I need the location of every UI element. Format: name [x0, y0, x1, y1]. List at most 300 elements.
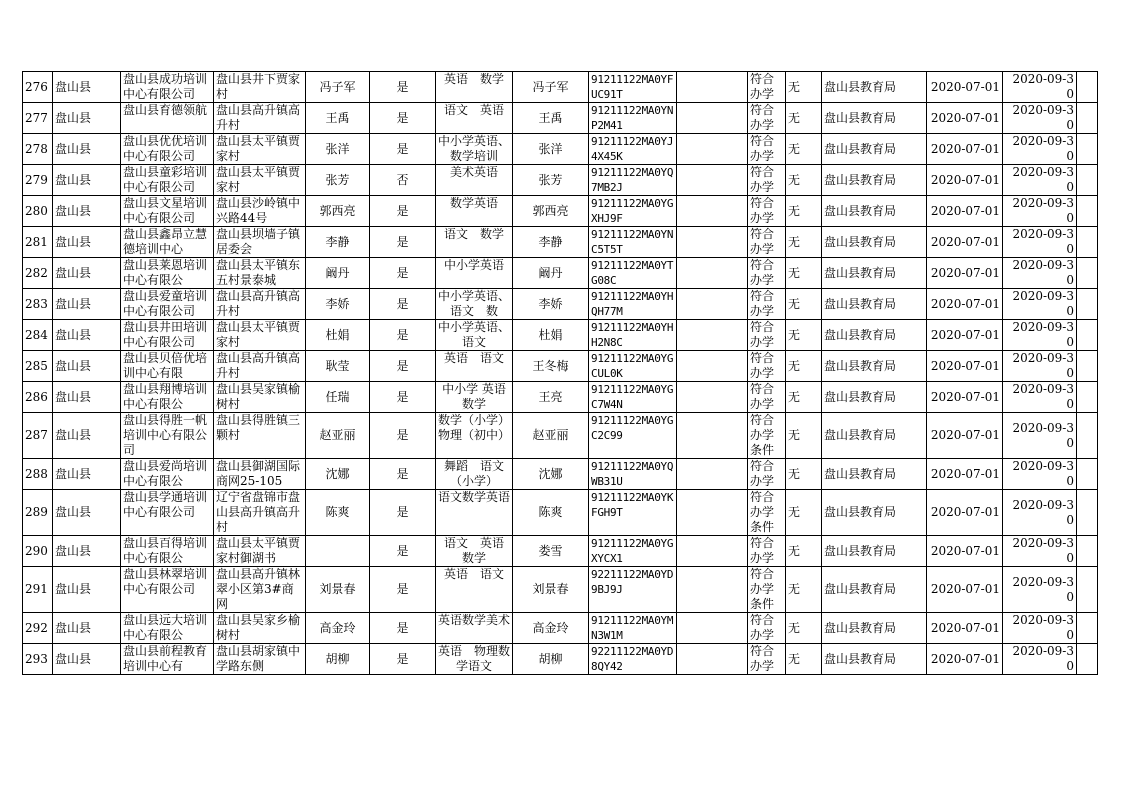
- principal-cell-text: 杜娟: [538, 327, 563, 342]
- department-cell-text: 盘山县教育局: [824, 110, 897, 125]
- subjects-cell: [436, 413, 513, 459]
- address-cell: [214, 196, 306, 227]
- credit-code-cell: [589, 289, 677, 320]
- principal-cell: [513, 567, 589, 613]
- condition-cell-text: 符合办学: [750, 165, 775, 194]
- county-cell-text: 盘山县: [55, 651, 92, 666]
- yes-no-cell: [370, 320, 436, 351]
- principal-cell: [513, 165, 589, 196]
- legal-person-cell: [306, 567, 370, 613]
- row-number-text: 284: [25, 327, 48, 342]
- subjects-cell-text: 语文数学英语: [438, 490, 511, 504]
- yes-no-cell: [370, 196, 436, 227]
- row-number-text: 279: [25, 172, 48, 187]
- table-row: [23, 413, 1098, 459]
- yes-no-cell: [370, 644, 436, 675]
- yes-no-cell-text: 是: [396, 358, 409, 373]
- yes-no-cell-text: 是: [396, 79, 409, 94]
- institution-name-cell: [121, 413, 214, 459]
- credit-code-cell-text: 91211122MA0YHH2N8C: [591, 321, 674, 349]
- trailing-blank-cell-empty: [1079, 227, 1095, 257]
- principal-cell-text: 陈爽: [538, 505, 563, 519]
- county-cell-text: 盘山县: [55, 110, 92, 125]
- address-cell: [214, 490, 306, 536]
- credit-code-cell: [589, 103, 677, 134]
- table-row: [23, 103, 1098, 134]
- legal-person-cell: [306, 289, 370, 320]
- legal-person-cell-text: 张洋: [325, 141, 350, 156]
- principal-cell-text: 胡柳: [538, 651, 563, 666]
- blank-cell-empty: [679, 644, 745, 674]
- condition-cell: [748, 351, 786, 382]
- subjects-cell: [436, 134, 513, 165]
- credit-code-cell: [589, 613, 677, 644]
- condition-cell: [748, 382, 786, 413]
- subjects-cell-text: 语文 英语: [443, 103, 504, 117]
- start-date-cell-text: 2020-07-01: [930, 172, 1000, 187]
- blank-cell: [677, 134, 748, 165]
- table-row: [23, 567, 1098, 613]
- trailing-blank-cell: [1077, 490, 1098, 536]
- trailing-blank-cell-empty: [1079, 320, 1095, 350]
- department-cell-text: 盘山县教育局: [824, 203, 897, 218]
- principal-cell: [513, 258, 589, 289]
- start-date-cell-text: 2020-07-01: [930, 651, 1000, 666]
- subjects-cell: [436, 289, 513, 320]
- credit-code-cell-text: 91211122MA0YNC5T5T: [591, 228, 674, 256]
- institution-name-cell: [121, 536, 214, 567]
- violation-cell-text: 无: [788, 172, 801, 187]
- violation-cell-text: 无: [788, 620, 801, 635]
- trailing-blank-cell: [1077, 459, 1098, 490]
- credit-code-cell-text: 91211122MA0YMN3W1M: [591, 614, 674, 642]
- subjects-cell: [436, 567, 513, 613]
- address-cell-text: 盘山县太平镇贾家村: [216, 134, 301, 163]
- yes-no-cell: [370, 567, 436, 613]
- end-date-cell: [1003, 351, 1077, 382]
- credit-code-cell-text: 91211122MA0YGC2C99: [591, 414, 674, 442]
- legal-person-cell: [306, 490, 370, 536]
- county-cell: [53, 413, 121, 459]
- subjects-cell-text: 舞蹈 语文（小学）: [443, 459, 504, 488]
- subjects-cell: [436, 103, 513, 134]
- institution-name-cell: [121, 227, 214, 258]
- credit-code-cell: [589, 258, 677, 289]
- start-date-cell: [927, 289, 1003, 320]
- principal-cell-text: 张芳: [538, 172, 563, 187]
- violation-cell-text: 无: [788, 110, 801, 125]
- row-number-text: 276: [25, 79, 48, 94]
- trailing-blank-cell-empty: [1079, 459, 1095, 489]
- credit-code-cell-text: 91211122MA0YKFGH9T: [591, 491, 674, 519]
- legal-person-cell: [306, 258, 370, 289]
- row-number: [23, 289, 53, 320]
- row-number: [23, 165, 53, 196]
- end-date-cell: [1003, 490, 1077, 536]
- yes-no-cell: [370, 289, 436, 320]
- principal-cell-text: 李娇: [538, 296, 563, 311]
- violation-cell: [786, 536, 822, 567]
- department-cell-text: 盘山县教育局: [824, 265, 897, 280]
- subjects-cell-text: 英语 数学: [443, 72, 504, 86]
- condition-cell: [748, 644, 786, 675]
- subjects-cell-text: 英语 物理数学语文: [438, 644, 511, 673]
- institution-name-cell: [121, 351, 214, 382]
- yes-no-cell-text: 是: [396, 265, 409, 280]
- credit-code-cell-text: 91211122MA0YNP2M41: [591, 104, 674, 132]
- legal-person-cell: [306, 644, 370, 675]
- principal-cell: [513, 320, 589, 351]
- subjects-cell-text: 语文 数学: [443, 227, 504, 241]
- row-number: [23, 227, 53, 258]
- institution-name-cell: [121, 103, 214, 134]
- violation-cell: [786, 320, 822, 351]
- credit-code-cell: [589, 536, 677, 567]
- yes-no-cell-text: 是: [396, 234, 409, 249]
- address-cell: [214, 644, 306, 675]
- violation-cell: [786, 134, 822, 165]
- department-cell-text: 盘山县教育局: [824, 172, 897, 187]
- county-cell-text: 盘山县: [55, 358, 92, 373]
- table-row: [23, 134, 1098, 165]
- violation-cell: [786, 613, 822, 644]
- row-number-text: 293: [25, 651, 48, 666]
- department-cell-text: 盘山县教育局: [824, 466, 897, 481]
- county-cell: [53, 258, 121, 289]
- row-number: [23, 459, 53, 490]
- condition-cell: [748, 613, 786, 644]
- trailing-blank-cell: [1077, 613, 1098, 644]
- yes-no-cell: [370, 103, 436, 134]
- address-cell: [214, 536, 306, 567]
- subjects-cell-text: 数学英语: [449, 196, 498, 210]
- blank-cell-empty: [679, 227, 745, 257]
- row-number-text: 288: [25, 466, 48, 481]
- institution-name-cell-text: 盘山县成功培训中心有限公司: [123, 72, 208, 101]
- trailing-blank-cell-empty: [1079, 289, 1095, 319]
- address-cell-text: 盘山县高升镇高升村: [216, 351, 301, 380]
- address-cell-text: 盘山县胡家镇中学路东侧: [216, 644, 301, 673]
- trailing-blank-cell-empty: [1079, 644, 1095, 674]
- county-cell: [53, 536, 121, 567]
- subjects-cell: [436, 196, 513, 227]
- county-cell: [53, 165, 121, 196]
- blank-cell-empty: [679, 103, 745, 133]
- trailing-blank-cell: [1077, 567, 1098, 613]
- row-number: [23, 320, 53, 351]
- institution-name-cell-text: 盘山县鑫昂立慧德培训中心: [123, 227, 208, 256]
- institution-name-cell-text: 盘山县得胜一帆培训中心有限公司: [123, 413, 208, 457]
- trailing-blank-cell-empty: [1079, 258, 1095, 288]
- department-cell-text: 盘山县教育局: [824, 582, 897, 596]
- principal-cell-text: 冯子军: [532, 79, 569, 94]
- trailing-blank-cell-empty: [1079, 490, 1095, 535]
- blank-cell: [677, 103, 748, 134]
- end-date-cell-text: 2020-09-30: [1012, 459, 1074, 488]
- principal-cell-text: 刘景春: [532, 582, 569, 596]
- credit-code-cell: [589, 134, 677, 165]
- institution-name-cell-text: 盘山县林翠培训中心有限公司: [123, 567, 208, 596]
- legal-person-cell: [306, 351, 370, 382]
- start-date-cell: [927, 351, 1003, 382]
- start-date-cell: [927, 613, 1003, 644]
- row-number-text: 286: [25, 389, 48, 404]
- legal-person-cell-text: 刘景春: [319, 582, 356, 596]
- row-number: [23, 382, 53, 413]
- department-cell-text: 盘山县教育局: [824, 620, 897, 635]
- department-cell: [822, 567, 927, 613]
- violation-cell-text: 无: [788, 79, 801, 94]
- principal-cell: [513, 644, 589, 675]
- principal-cell-text: 赵亚丽: [532, 428, 569, 442]
- condition-cell: [748, 567, 786, 613]
- trailing-blank-cell: [1077, 227, 1098, 258]
- subjects-cell: [436, 227, 513, 258]
- table-body: [23, 72, 1098, 675]
- blank-cell-empty: [679, 289, 745, 319]
- address-cell: [214, 413, 306, 459]
- county-cell: [53, 196, 121, 227]
- credit-code-cell-text: 92211122MA0YD9BJ9J: [591, 568, 674, 596]
- institution-name-cell: [121, 644, 214, 675]
- institution-name-cell: [121, 320, 214, 351]
- violation-cell-text: 无: [788, 466, 801, 481]
- blank-cell: [677, 72, 748, 103]
- institution-name-cell-text: 盘山县爱童培训中心有限公司: [123, 289, 208, 318]
- department-cell-text: 盘山县教育局: [824, 651, 897, 666]
- end-date-cell: [1003, 289, 1077, 320]
- yes-no-cell-text: 是: [396, 582, 409, 596]
- start-date-cell: [927, 413, 1003, 459]
- department-cell-text: 盘山县教育局: [824, 141, 897, 156]
- end-date-cell-text: 2020-09-30: [1012, 382, 1074, 411]
- legal-person-cell-text: 郭西亮: [319, 203, 356, 218]
- legal-person-cell: [306, 72, 370, 103]
- condition-cell-text: 符合办学: [750, 351, 775, 380]
- address-cell: [214, 613, 306, 644]
- condition-cell-text: 符合办学: [750, 227, 775, 256]
- institution-name-cell: [121, 165, 214, 196]
- county-cell: [53, 320, 121, 351]
- yes-no-cell: [370, 459, 436, 490]
- county-cell-text: 盘山县: [55, 141, 92, 156]
- institution-name-cell-text: 盘山县贝倍优培训中心有限: [123, 351, 208, 380]
- address-cell-text: 盘山县沙岭镇中兴路44号: [216, 196, 301, 225]
- start-date-cell-text: 2020-07-01: [930, 327, 1000, 342]
- yes-no-cell-text: 是: [396, 327, 409, 342]
- start-date-cell-text: 2020-07-01: [930, 358, 1000, 373]
- end-date-cell-text: 2020-09-30: [1012, 420, 1074, 450]
- yes-no-cell: [370, 613, 436, 644]
- institution-name-cell-text: 盘山县文星培训中心有限公司: [123, 196, 208, 225]
- trailing-blank-cell: [1077, 72, 1098, 103]
- blank-cell: [677, 351, 748, 382]
- trailing-blank-cell: [1077, 320, 1098, 351]
- principal-cell-text: 娄雪: [538, 543, 563, 558]
- end-date-cell-text: 2020-09-30: [1012, 258, 1074, 287]
- table-row: [23, 320, 1098, 351]
- violation-cell: [786, 459, 822, 490]
- end-date-cell-text: 2020-09-30: [1012, 134, 1074, 163]
- start-date-cell-text: 2020-07-01: [930, 79, 1000, 94]
- blank-cell-empty: [679, 567, 745, 612]
- department-cell: [822, 413, 927, 459]
- registration-table-sheet: [22, 71, 1098, 675]
- subjects-cell: [436, 490, 513, 536]
- institution-name-cell: [121, 567, 214, 613]
- row-number-text: 285: [25, 358, 48, 373]
- condition-cell: [748, 196, 786, 227]
- row-number-text: 281: [25, 234, 48, 249]
- principal-cell-text: 王冬梅: [532, 358, 569, 373]
- row-number: [23, 536, 53, 567]
- address-cell: [214, 382, 306, 413]
- condition-cell-text: 符合办学: [750, 196, 775, 225]
- department-cell: [822, 613, 927, 644]
- address-cell: [214, 459, 306, 490]
- end-date-cell-text: 2020-09-30: [1012, 72, 1074, 101]
- trailing-blank-cell-empty: [1079, 165, 1095, 195]
- violation-cell: [786, 227, 822, 258]
- credit-code-cell: [589, 459, 677, 490]
- institution-name-cell-text: 盘山县爱尚培训中心有限公: [123, 459, 208, 488]
- principal-cell: [513, 613, 589, 644]
- address-cell-text: 盘山县高升镇高升村: [216, 103, 301, 132]
- credit-code-cell-text: 92211122MA0YD8QY42: [591, 645, 674, 673]
- table-row: [23, 536, 1098, 567]
- subjects-cell: [436, 613, 513, 644]
- end-date-cell: [1003, 459, 1077, 490]
- blank-cell: [677, 320, 748, 351]
- legal-person-cell: [306, 165, 370, 196]
- address-cell-text: 盘山县吴家乡榆树村: [216, 613, 301, 642]
- subjects-cell: [436, 320, 513, 351]
- credit-code-cell-text: 91211122MA0YGC7W4N: [591, 383, 674, 411]
- yes-no-cell-text: 是: [396, 651, 409, 666]
- legal-person-cell-text: 赵亚丽: [319, 428, 356, 442]
- yes-no-cell: [370, 227, 436, 258]
- address-cell: [214, 103, 306, 134]
- address-cell-text: 盘山县太平镇贾家村: [216, 165, 301, 194]
- address-cell-text: 盘山县高升镇林翠小区第3#商网: [216, 567, 301, 611]
- credit-code-cell: [589, 196, 677, 227]
- row-number: [23, 644, 53, 675]
- start-date-cell-text: 2020-07-01: [930, 203, 1000, 218]
- address-cell: [214, 258, 306, 289]
- subjects-cell: [436, 351, 513, 382]
- end-date-cell-text: 2020-09-30: [1012, 227, 1074, 256]
- legal-person-cell-text: 杜娟: [325, 327, 350, 342]
- start-date-cell: [927, 320, 1003, 351]
- end-date-cell: [1003, 413, 1077, 459]
- department-cell-text: 盘山县教育局: [824, 428, 897, 442]
- condition-cell: [748, 134, 786, 165]
- county-cell-text: 盘山县: [55, 172, 92, 187]
- address-cell-text: 盘山县太平镇贾家村: [216, 320, 301, 349]
- principal-cell-text: 张洋: [538, 141, 563, 156]
- legal-person-cell: [306, 134, 370, 165]
- trailing-blank-cell: [1077, 103, 1098, 134]
- row-number: [23, 413, 53, 459]
- table-row: [23, 196, 1098, 227]
- start-date-cell-text: 2020-07-01: [930, 141, 1000, 156]
- table-row: [23, 227, 1098, 258]
- subjects-cell-text: 英语数学美术: [438, 613, 511, 627]
- start-date-cell: [927, 165, 1003, 196]
- principal-cell-text: 高金玲: [532, 620, 569, 635]
- row-number: [23, 134, 53, 165]
- trailing-blank-cell: [1077, 351, 1098, 382]
- subjects-cell-text: 中小学英语、语文: [438, 320, 511, 349]
- principal-cell-text: 李静: [538, 234, 563, 249]
- address-cell-text: 盘山县吴家镇榆树村: [216, 382, 301, 411]
- training-institutions-table: [22, 71, 1098, 675]
- row-number-text: 289: [25, 505, 48, 519]
- county-cell-text: 盘山县: [55, 234, 92, 249]
- department-cell: [822, 536, 927, 567]
- principal-cell: [513, 289, 589, 320]
- yes-no-cell: [370, 382, 436, 413]
- principal-cell: [513, 382, 589, 413]
- county-cell: [53, 72, 121, 103]
- county-cell-text: 盘山县: [55, 582, 92, 596]
- row-number-text: 278: [25, 141, 48, 156]
- address-cell: [214, 567, 306, 613]
- trailing-blank-cell: [1077, 536, 1098, 567]
- end-date-cell-text: 2020-09-30: [1012, 613, 1074, 642]
- credit-code-cell-text: 91211122MA0YJ4X45K: [591, 135, 674, 163]
- condition-cell-text: 符合办学: [750, 72, 775, 101]
- institution-name-cell: [121, 613, 214, 644]
- start-date-cell-text: 2020-07-01: [930, 428, 1000, 442]
- yes-no-cell: [370, 165, 436, 196]
- start-date-cell: [927, 134, 1003, 165]
- table-row: [23, 644, 1098, 675]
- blank-cell: [677, 644, 748, 675]
- department-cell-text: 盘山县教育局: [824, 327, 897, 342]
- condition-cell: [748, 413, 786, 459]
- trailing-blank-cell: [1077, 382, 1098, 413]
- condition-cell: [748, 72, 786, 103]
- county-cell: [53, 459, 121, 490]
- address-cell: [214, 289, 306, 320]
- department-cell-text: 盘山县教育局: [824, 296, 897, 311]
- condition-cell-text: 符合办学: [750, 320, 775, 349]
- blank-cell: [677, 196, 748, 227]
- blank-cell: [677, 459, 748, 490]
- county-cell-text: 盘山县: [55, 203, 92, 218]
- violation-cell-text: 无: [788, 141, 801, 156]
- yes-no-cell-text: 是: [396, 505, 409, 519]
- blank-cell: [677, 382, 748, 413]
- address-cell-text: 盘山县坝墙子镇居委会: [216, 227, 301, 256]
- principal-cell: [513, 536, 589, 567]
- table-row: [23, 165, 1098, 196]
- trailing-blank-cell-empty: [1079, 536, 1095, 566]
- address-cell-text: 盘山县御湖国际商网25-105: [216, 459, 301, 488]
- credit-code-cell: [589, 165, 677, 196]
- department-cell-text: 盘山县教育局: [824, 389, 897, 404]
- start-date-cell: [927, 196, 1003, 227]
- legal-person-cell-text: 耿莹: [325, 358, 350, 373]
- principal-cell: [513, 103, 589, 134]
- county-cell-text: 盘山县: [55, 79, 92, 94]
- row-number-text: 291: [25, 582, 48, 596]
- legal-person-cell: [306, 536, 370, 567]
- end-date-cell-text: 2020-09-30: [1012, 103, 1074, 132]
- legal-person-cell: [306, 103, 370, 134]
- start-date-cell: [927, 382, 1003, 413]
